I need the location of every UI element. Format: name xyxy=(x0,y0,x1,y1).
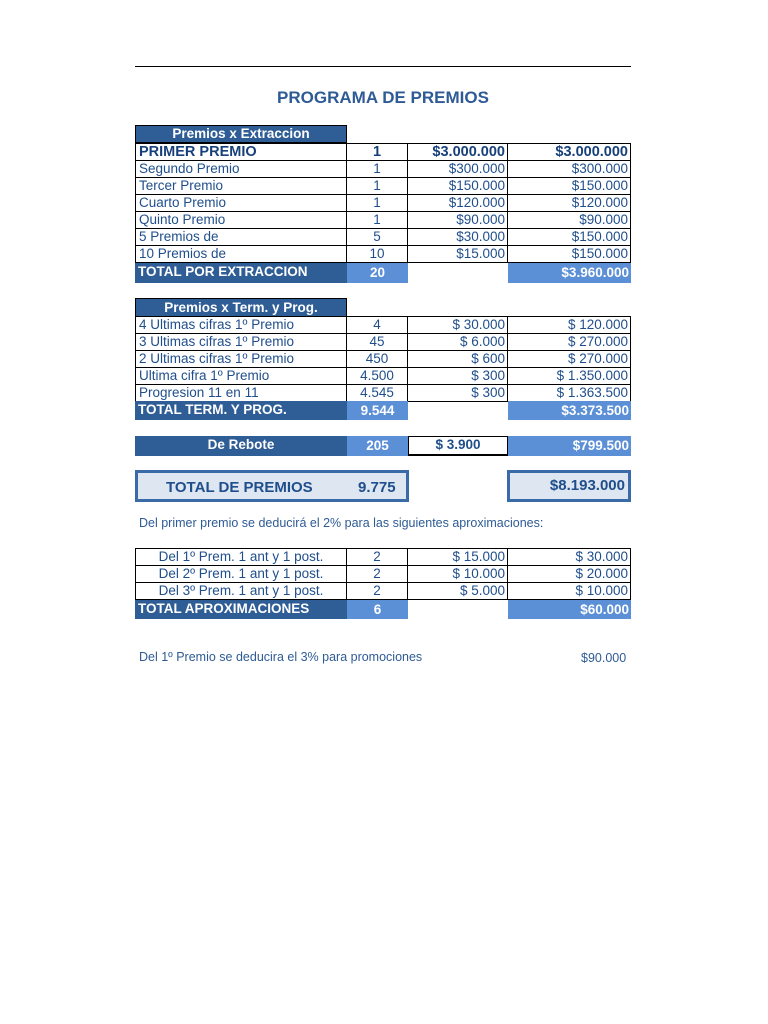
aproximaciones-note: Del primer premio se deducirá el 2% para las siguientes aproximaciones: xyxy=(139,516,544,530)
extraccion-total-amount: $3.960.000 xyxy=(508,263,631,283)
terminaciones-qty: 4 xyxy=(346,316,408,334)
terminaciones-label: Progresion 11 en 11 xyxy=(135,384,347,402)
terminaciones-total: $ 270.000 xyxy=(507,350,631,368)
rebote-qty: 205 xyxy=(347,436,408,456)
terminaciones-unit: $ 600 xyxy=(407,350,508,368)
extraccion-unit: $3.000.000 xyxy=(407,143,508,161)
total-premios-qty: 9.775 xyxy=(358,479,396,496)
terminaciones-total-label: TOTAL TERM. Y PROG. xyxy=(135,401,347,420)
aproximaciones-total-qty: 6 xyxy=(347,600,408,619)
aproximaciones-label: Del 1º Prem. 1 ant y 1 post. xyxy=(135,548,347,566)
aproximaciones-qty: 2 xyxy=(346,582,408,600)
terminaciones-label: Ultima cifra 1º Premio xyxy=(135,367,347,385)
terminaciones-label: 2 Ultimas cifras 1º Premio xyxy=(135,350,347,368)
extraccion-unit: $120.000 xyxy=(407,194,508,212)
aproximaciones-label: Del 3º Prem. 1 ant y 1 post. xyxy=(135,582,347,600)
extraccion-qty: 5 xyxy=(346,228,408,246)
aproximaciones-total: $ 30.000 xyxy=(507,548,631,566)
terminaciones-label: 3 Ultimas cifras 1º Premio xyxy=(135,333,347,351)
extraccion-total: $150.000 xyxy=(507,245,631,263)
terminaciones-total: $ 270.000 xyxy=(507,333,631,351)
aproximaciones-unit: $ 10.000 xyxy=(407,565,508,583)
terminaciones-qty: 4.500 xyxy=(346,367,408,385)
total-premios-label: TOTAL DE PREMIOS xyxy=(166,479,313,496)
extraccion-total: $150.000 xyxy=(507,177,631,195)
extraccion-unit: $150.000 xyxy=(407,177,508,195)
terminaciones-total-qty: 9.544 xyxy=(347,401,408,420)
extraccion-label: Segundo Premio xyxy=(135,160,347,178)
extraccion-qty: 1 xyxy=(346,177,408,195)
aproximaciones-label: Del 2º Prem. 1 ant y 1 post. xyxy=(135,565,347,583)
extraccion-total: $300.000 xyxy=(507,160,631,178)
extraccion-unit: $15.000 xyxy=(407,245,508,263)
extraccion-total: $3.000.000 xyxy=(507,143,631,161)
extraccion-qty: 1 xyxy=(346,211,408,229)
extraccion-total: $120.000 xyxy=(507,194,631,212)
terminaciones-qty: 450 xyxy=(346,350,408,368)
extraccion-label: 10 Premios de xyxy=(135,245,347,263)
extraccion-label: PRIMER PREMIO xyxy=(135,143,347,161)
rebote-total: $799.500 xyxy=(508,436,631,456)
terminaciones-qty: 45 xyxy=(346,333,408,351)
rebote-unit: $ 3.900 xyxy=(408,436,508,456)
extraccion-label: Tercer Premio xyxy=(135,177,347,195)
extraccion-total: $90.000 xyxy=(507,211,631,229)
terminaciones-total-amount: $3.373.500 xyxy=(508,401,631,420)
terminaciones-total: $ 1.350.000 xyxy=(507,367,631,385)
extraccion-unit: $300.000 xyxy=(407,160,508,178)
aproximaciones-unit: $ 5.000 xyxy=(407,582,508,600)
extraccion-unit: $30.000 xyxy=(407,228,508,246)
extraccion-unit: $90.000 xyxy=(407,211,508,229)
terminaciones-unit: $ 300 xyxy=(407,367,508,385)
promo-note: Del 1º Premio se deducira el 3% para promociones xyxy=(139,650,423,664)
extraccion-total-label: TOTAL POR EXTRACCION xyxy=(135,263,347,283)
extraccion-qty: 1 xyxy=(346,160,408,178)
terminaciones-label: 4 Ultimas cifras 1º Premio xyxy=(135,316,347,334)
extraccion-qty: 1 xyxy=(346,194,408,212)
total-premios-box xyxy=(135,470,409,502)
terminaciones-qty: 4.545 xyxy=(346,384,408,402)
aproximaciones-qty: 2 xyxy=(346,548,408,566)
extraccion-total: $150.000 xyxy=(507,228,631,246)
terminaciones-unit: $ 30.000 xyxy=(407,316,508,334)
aproximaciones-total-amount: $60.000 xyxy=(508,600,631,619)
terminaciones-total: $ 120.000 xyxy=(507,316,631,334)
extraccion-qty: 10 xyxy=(346,245,408,263)
rebote-label: De Rebote xyxy=(135,436,347,456)
aproximaciones-total-label: TOTAL APROXIMACIONES xyxy=(135,600,347,619)
extraccion-label: Cuarto Premio xyxy=(135,194,347,212)
extraccion-label: 5 Premios de xyxy=(135,228,347,246)
terminaciones-unit: $ 300 xyxy=(407,384,508,402)
extraccion-qty: 1 xyxy=(346,143,408,161)
promo-amount: $90.000 xyxy=(581,651,627,665)
extraccion-header: Premios x Extraccion xyxy=(135,125,347,143)
top-rule xyxy=(135,66,631,67)
page-title: PROGRAMA DE PREMIOS xyxy=(277,88,489,107)
terminaciones-total: $ 1.363.500 xyxy=(507,384,631,402)
extraccion-label: Quinto Premio xyxy=(135,211,347,229)
total-premios-amount: $8.193.000 xyxy=(549,477,625,494)
aproximaciones-unit: $ 15.000 xyxy=(407,548,508,566)
aproximaciones-qty: 2 xyxy=(346,565,408,583)
aproximaciones-total: $ 10.000 xyxy=(507,582,631,600)
extraccion-total-qty: 20 xyxy=(347,263,408,283)
terminaciones-header: Premios x Term. y Prog. xyxy=(135,298,347,317)
total-premios-amount-box xyxy=(507,470,631,502)
aproximaciones-total: $ 20.000 xyxy=(507,565,631,583)
terminaciones-unit: $ 6.000 xyxy=(407,333,508,351)
